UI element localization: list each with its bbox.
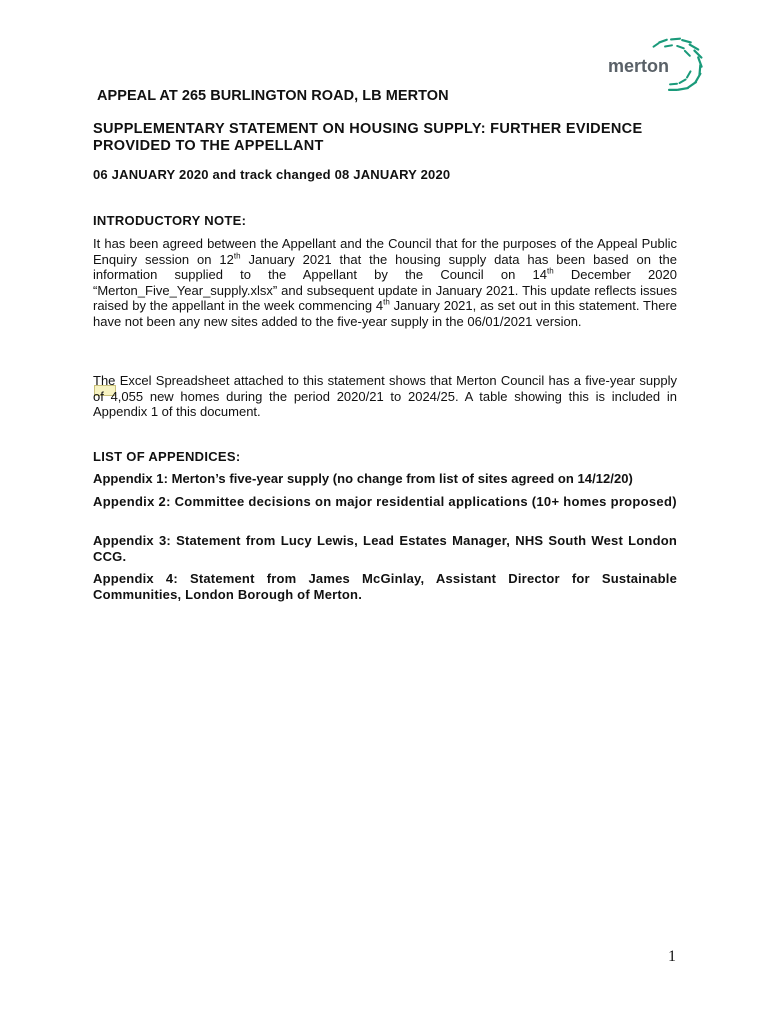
supplementary-title: SUPPLEMENTARY STATEMENT ON HOUSING SUPPLY: FURTHER EVIDENCE PROVIDED TO THE APPELLANT <box>93 121 643 154</box>
excel-marked-word[interactable]: The <box>93 373 116 388</box>
intro-text-2: January 2021 that the housing supply data has been based on the information supplied to the Appellant by the Council on 14 <box>93 251 677 283</box>
merton-logo-icon <box>606 36 710 96</box>
appendices-heading <box>93 448 241 465</box>
intro-paragraph <box>93 236 677 330</box>
appendix-1: Appendix 1: Merton’s five-year supply (no change from list of sites agreed on 14/12/20) <box>93 471 633 486</box>
appendix-4: Appendix 4: Statement from James McGinlay, Assistant Director for Sustainable Communities, London Borough of Merton. <box>93 571 677 602</box>
intro-sup-1: th <box>233 251 241 261</box>
excel-text: Excel Spreadsheet attached to this statement shows that Merton Council has a five-year supply of 4,055 new homes during the period 2020/21 to 2024/25. A table showing this is included in Appendix 1 of this document. <box>93 373 677 420</box>
appendices-heading-rest: T OF APPENDICES: <box>114 449 241 464</box>
appeal-title: APPEAL AT 265 BURLINGTON ROAD, LB MERTON <box>97 88 449 104</box>
appendix-3: Appendix 3: Statement from Lucy Lewis, Lead Estates Manager, NHS South West London CCG. <box>93 533 677 564</box>
merton-logo-text: merton <box>608 56 670 76</box>
page-number: 1 <box>668 948 676 965</box>
intro-heading: INTRODUCTORY NOTE: <box>93 213 247 228</box>
intro-text-4: January 2021, as set out in this statement. There have not been any new sites added to the five-year supply in the 06/01/2021 version. <box>93 298 677 329</box>
intro-text-3: December 2020 “Merton_Five_Year_supply.xlsx” and subsequent update in January 2021. This update reflects issues raised by the appellant in the week commencing 4 <box>93 267 677 314</box>
intro-sup-3: th <box>383 298 390 308</box>
intro-sup-2: th <box>547 266 554 276</box>
statement-date: 06 JANUARY 2020 and track changed 08 JANUARY 2020 <box>93 167 451 182</box>
intro-text-1: It has been agreed between the Appellant and the Council that for the purposes of the Appeal Public Enquiry session on 12 <box>93 236 677 267</box>
appendix-2: Appendix 2: Committee decisions on major residential applications (10+ homes proposed) <box>93 494 677 509</box>
excel-paragraph <box>93 373 677 420</box>
merton-logo <box>606 36 710 96</box>
appendices-marked-text[interactable]: LIS <box>93 449 115 464</box>
